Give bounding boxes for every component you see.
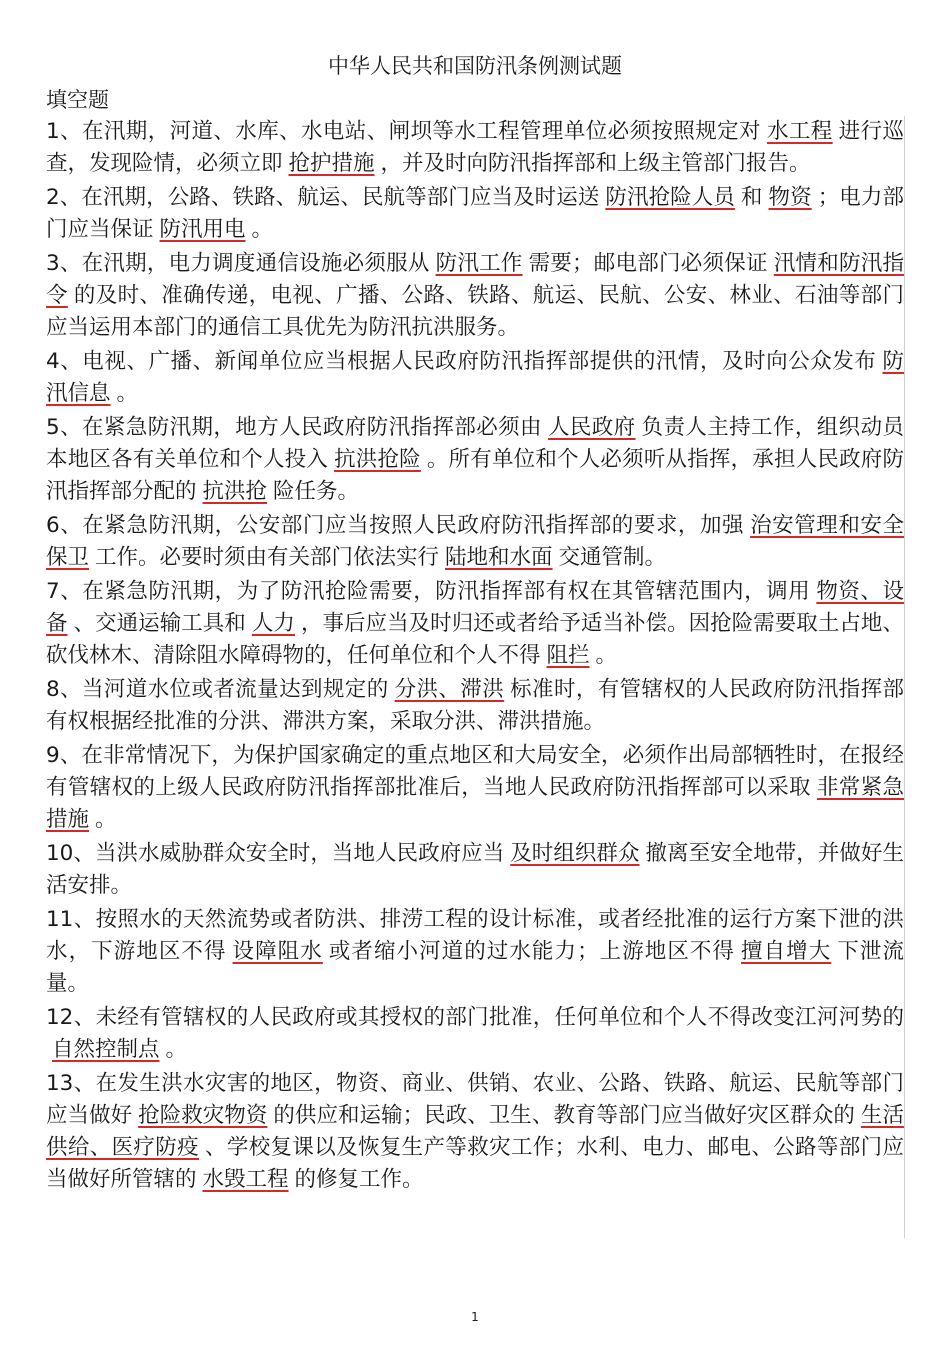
question-text: 和 [740,185,763,210]
question-text: 9、在非常情况下，为保护国家确定的重点地区和大局安全，必须作出局部牺牲时，在报经有管辖权的上级人民政府防汛指挥部批准后，当地人民政府防汛指挥部可以采取 [46,743,904,800]
answer-blank: 陆地和水面 [445,545,553,570]
question-text: 12、未经有管辖权的人民政府或其授权的部门批准，任何单位和个人不得改变江河河势的 [46,1005,904,1030]
question-text: 标准时，有管辖权的人民政府防汛指挥部有权根据经批准的分洪、滞洪方案，采取分洪、滞洪措施。 [46,677,904,734]
answer-blank: 治安管理和安全保卫 [46,513,904,570]
question-text: 工作。必要时须由有关部门依法实行 [95,545,440,570]
question-text: 防汛抗洪 [368,315,455,340]
document-title: 中华人民共和国防汛条例测试题 [328,54,622,78]
question-text: 10、当洪水威胁群众安全时，当地人民政府应当 [46,841,505,866]
question-text: 。 [251,217,274,242]
question-item [46,248,904,344]
section-heading: 填空题 [46,88,109,112]
question-text: 撤离至安全地带，并做好生活安排。 [46,841,904,898]
question-text: 3、在汛期，电力调度通信设施必须服从 [46,251,430,276]
question-list [46,116,904,1198]
question-item [46,740,904,836]
question-item [46,412,904,508]
right-margin-line [904,116,905,1238]
question-text: 交通管制。 [558,545,667,570]
question-item [46,510,904,574]
answer-blank: 分洪、滞洪 [394,677,505,702]
answer-blank: 擅自增大 [741,939,832,964]
question-item [46,116,904,180]
question-text: 的及时、准确传递，电视、广播、公路、铁路、航运、民航、公安、林业、石油等部门应当运用本部门的通信工具优先为 [46,283,904,340]
question-text: 进行巡查，发现险情，必须立即 [46,119,904,176]
question-text: 或者缩小河道的过水能力；上游地区不得 [328,939,736,964]
answer-blank: 物资、设备 [46,579,904,636]
answer-blank: 防汛抢险人员 [605,185,735,210]
answer-blank: 水毁工程 [202,1167,289,1192]
answer-blank: 汛情和防汛指令 [46,251,904,308]
question-item [46,182,904,246]
question-text: 的供应和运输；民政、卫生、教育等部门应当做好灾区群众的 [273,1103,855,1128]
answer-blank: 人民政府 [547,415,636,440]
question-text: 1、在汛期，河道、水库、水电站、闸坝等水工程管理单位必须按照规定对 [46,119,761,144]
question-text: 6、在紧急防汛期，公安部门应当按照人民政府防汛指挥部的要求，加强 [46,513,745,538]
question-text: 、交通运输工具和 [73,611,246,636]
answer-blank: 自然控制点 [52,1037,160,1062]
question-text: ，并及时向防汛指挥部和上级主管部门报告。 [380,151,811,176]
question-item [46,674,904,738]
answer-blank: 人力 [251,611,295,636]
question-text: 险任务。 [273,479,360,504]
question-text: 负责人主持工作，组织动员本地区各有关单位和个人投入 [46,415,904,472]
question-item [46,346,904,410]
answer-blank: 阻拦 [546,643,590,668]
answer-blank: 非常紧急措施 [46,775,904,832]
question-text: 、学校复课以及恢复生产等救灾工作；水利、电力、邮电、公路等部门应当做好所管辖的 [46,1135,904,1192]
question-item [46,838,904,902]
question-text: 5、在紧急防汛期，地方人民政府防汛指挥部必须由 [46,415,542,440]
question-text: ，事后应当及时归还或者给予适当补偿。因抢险需要取土占地、砍伐林木、清除阻水障碍物的，任何单位和个人不得 [46,611,904,668]
question-text: 13、在发生洪水灾害的地区，物资、商业、供销、农业、公路、铁路、航运、民航等部门应当做好 [46,1071,904,1128]
question-text: 7、在紧急防汛期，为了防汛抢险需要，防汛指挥部有权在其管辖范围内，调用 [46,579,811,604]
answer-blank: 防汛用电 [159,217,246,242]
answer-blank: 抗洪抢 [202,479,268,504]
question-text: 。所有单位和个人必须听从指挥，承担人民政府防汛指挥部分配的 [46,447,904,504]
question-item [46,1068,904,1196]
question-text: 。 [116,381,139,406]
question-text: 。 [595,643,618,668]
question-text: 。 [165,1037,188,1062]
question-text: 4、电视、广播、新闻单位应当根据人民政府防汛指挥部提供的汛情，及时向公众发布 [46,349,877,374]
answer-blank: 抢护措施 [288,151,375,176]
answer-blank: 抢险救灾物资 [138,1103,268,1128]
question-item [46,576,904,672]
question-item [46,1002,904,1066]
answer-blank: 物资 [768,185,812,210]
question-text: 。 [95,807,117,832]
question-text: 2、在汛期，公路、铁路、航运、民航等部门应当及时运送 [46,185,600,210]
question-text: 11、按照水的天然流势或者防洪、排涝工程的设计标准，或者经批准的运行方案下泄的洪水，下游地区不得 [46,907,904,964]
answer-blank: 及时组织群众 [510,841,640,866]
answer-blank: 设障阻水 [232,939,323,964]
answer-blank: 防汛工作 [435,251,523,276]
question-text: 的修复工作。 [294,1167,424,1192]
question-text: 下泄流量。 [46,939,904,996]
question-text: 服务。 [454,315,520,340]
answer-blank: 生活供给、医疗防疫 [46,1103,904,1160]
question-text: 需要；邮电部门必须保证 [528,251,768,276]
question-item [46,904,904,1000]
question-text: 8、当河道水位或者流量达到规定的 [46,677,389,702]
answer-blank: 水工程 [766,119,833,144]
answer-blank: 抗洪抢险 [334,447,421,472]
answer-blank: 防汛信息 [46,349,904,406]
page-number: 1 [471,1310,479,1324]
question-text: ；电力部门应当保证 [46,185,904,242]
